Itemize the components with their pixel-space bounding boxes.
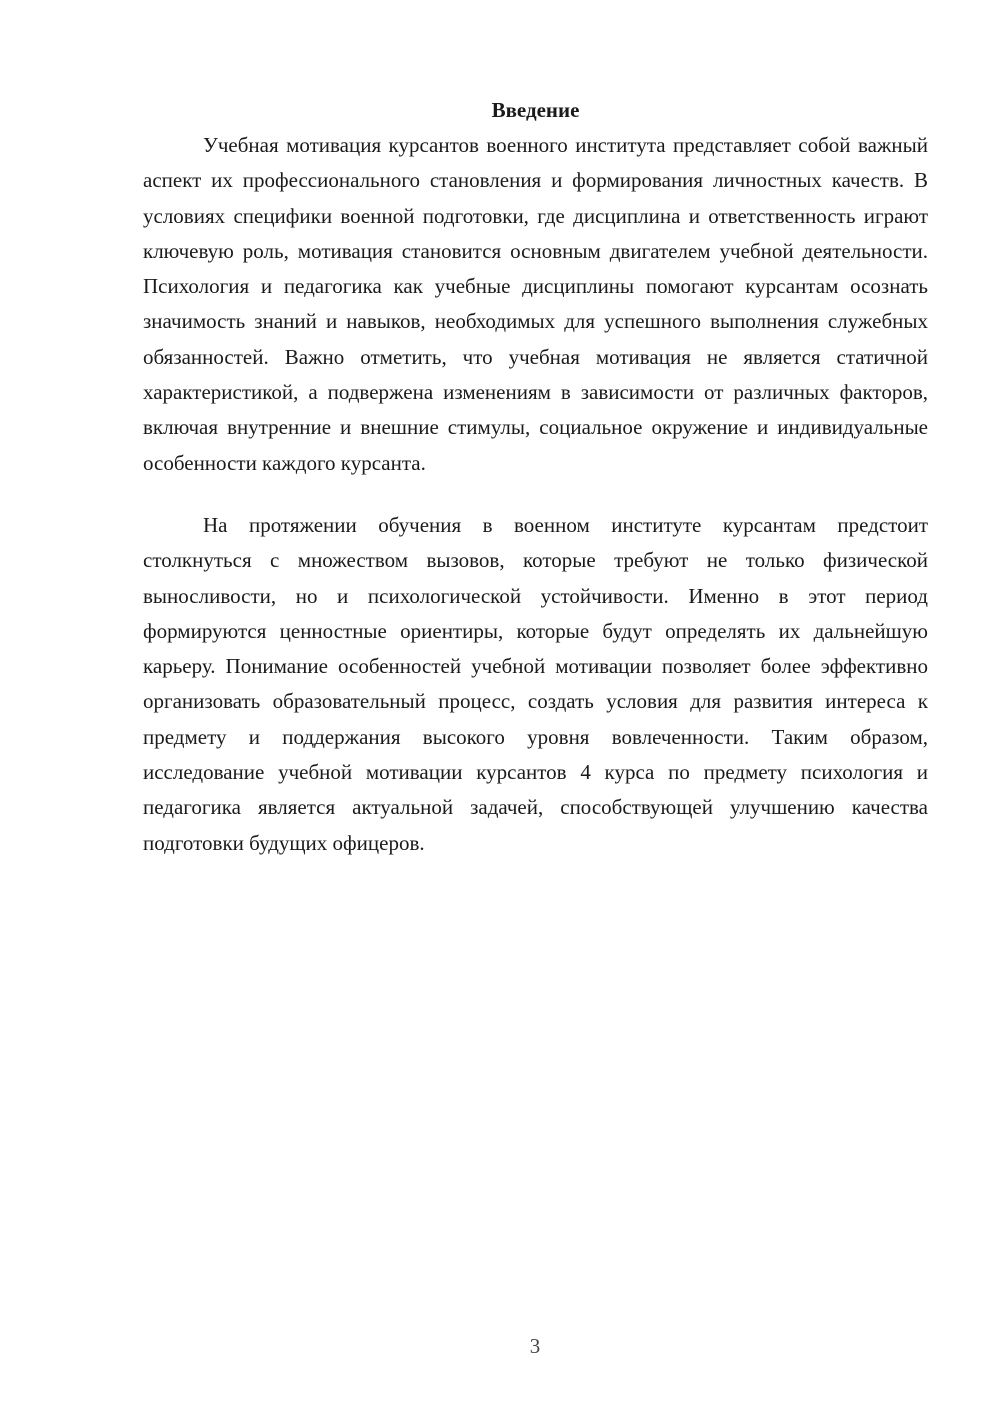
paragraph-1: Учебная мотивация курсантов военного института представляет собой важный аспект их профессионального становления и формирования личностных качеств. В условиях специфики военной подготовки, где дисциплина и ответственность играют ключевую роль, мотивация становится основным двигателем учебной деятельности. Психология и педагогика как учебные дисциплины помогают курсантам осознать значимость знаний и навыков, необходимых для успешного выполнения служебных обязанностей. Важно отметить, что учебная мотивация не является статичной характеристикой, а подвержена изменениям в зависимости от различных факторов, включая внутренние и внешние стимулы, социальное окружение и индивидуальные особенности каждого курсанта. xyxy=(143,133,928,475)
page-number: 3 xyxy=(529,1334,541,1358)
section-heading: Введение xyxy=(491,98,580,122)
page-content xyxy=(143,92,928,861)
paragraph-2: На протяжении обучения в военном институте курсантам предстоит столкнуться с множеством вызовов, которые требуют не только физической выносливости, но и психологической устойчивости. Именно в этот период формируются ценностные ориентиры, которые будут определять их дальнейшую карьеру. Понимание особенностей учебной мотивации позволяет более эффективно организовать образовательный процесс, создать условия для развития интереса к предмету и поддержания высокого уровня вовлеченности. Таким образом, исследование учебной мотивации курсантов 4 курса по предмету психология и педагогика является актуальной задачей, способствующей улучшению качества подготовки будущих офицеров. xyxy=(143,512,928,855)
